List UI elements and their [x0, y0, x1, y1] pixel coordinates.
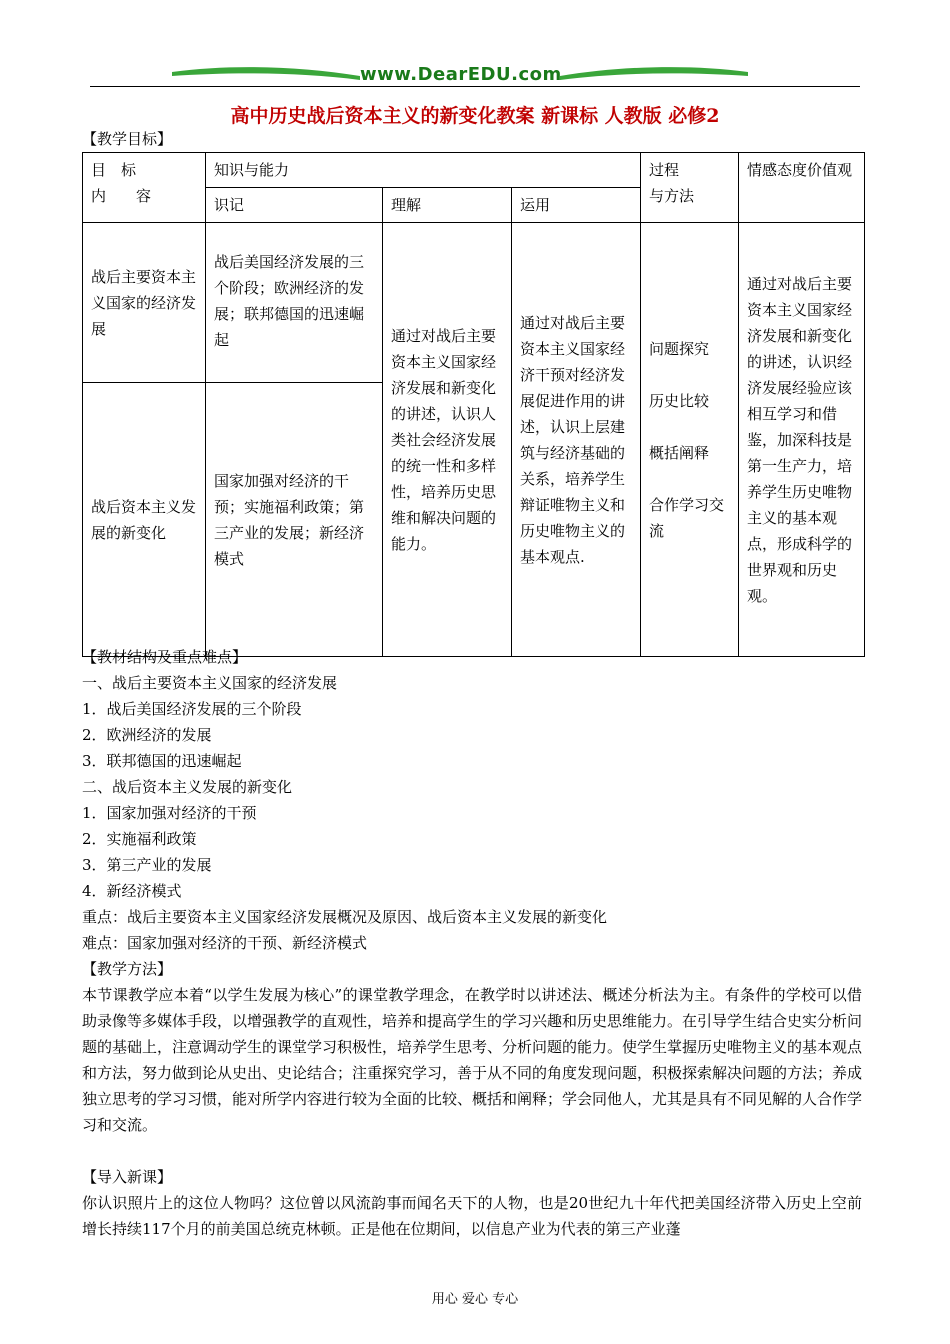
col-understand: 理解 — [383, 188, 512, 223]
page-footer: 用心 爱心 专心 — [431, 1292, 519, 1307]
row1-remember: 战后美国经济发展的三个阶段；欧洲经济的发展；联邦德国的迅速崛起 — [206, 223, 383, 383]
method-item: 概括阐释 — [649, 443, 710, 462]
row2-remember: 国家加强对经济的干预；实施福利政策；第三产业的发展；新经济模式 — [206, 383, 383, 657]
method-item: 历史比较 — [649, 391, 710, 410]
header-logo — [170, 62, 750, 88]
page-title: 高中历史战后资本主义的新变化教案 新课标 人教版 必修2 — [230, 105, 720, 127]
structure-line: 3．第三产业的发展 — [82, 856, 212, 874]
knowledge-header: 知识与能力 — [206, 153, 641, 188]
structure-line: 1．国家加强对经济的干预 — [82, 804, 257, 822]
method-item: 合作学习交流 — [649, 495, 725, 540]
apply-cell: 通过对战后主要资本主义国家经济干预对经济发展促进作用的讲述，认识上层建筑与经济基础的关系，培养学生辩证唯物主义和历史唯物主义的基本观点. — [512, 223, 641, 657]
section-heading-structure: 【教材结构及重点难点】 — [82, 648, 248, 666]
difficult-points: 难点：国家加强对经济的干预、新经济模式 — [82, 934, 368, 952]
structure-line: 1．战后美国经济发展的三个阶段 — [82, 700, 302, 718]
process-header: 过程 与方法 — [641, 153, 739, 223]
structure-line: 二、战后资本主义发展的新变化 — [82, 778, 293, 796]
goals-table — [82, 152, 865, 657]
goal-label: 目 标 — [91, 161, 137, 179]
row2-content: 战后资本主义发展的新变化 — [83, 383, 206, 657]
row1-content: 战后主要资本主义国家的经济发展 — [83, 223, 206, 383]
section-heading-goals: 【教学目标】 — [82, 130, 173, 148]
understand-cell: 通过对战后主要资本主义国家经济发展和新变化的讲述，认识人类社会经济发展的统一性和多样性，培养历史思维和解决问题的能力。 — [383, 223, 512, 657]
methods-paragraph: 本节课教学应本着“以学生发展为核心”的课堂教学理念，在教学时以讲述法、概述分析法为主。有条件的学校可以借助录像等多媒体手段，以增强教学的直观性，培养和提高学生的学习兴趣和历史思维能力。在引导学生结合史实分析问题的基础上，注意调动学生的课堂学习积极性，培养学生思考、分析问题的能力。使学生掌握历史唯物主义的基本观点和方法，努力做到论从史出、史论结合；注重探究学习，善于从不同的角度发现问题，积极探索解决问题的方法；养成独立思考的学习习惯，能对所学内容进行较为全面的比较、概括和阐释；学会同他人，尤其是具有不同见解的人合作学习和交流。 — [82, 986, 863, 1134]
structure-line: 3．联邦德国的迅速崛起 — [82, 752, 242, 770]
col-remember: 识记 — [206, 188, 383, 223]
content-label: 内 容 — [91, 187, 152, 205]
goal-content-header — [83, 153, 206, 223]
key-points: 重点：战后主要资本主义国家经济发展概况及原因、战后资本主义发展的新变化 — [82, 908, 608, 926]
method-item: 问题探究 — [649, 339, 710, 358]
structure-line: 4．新经济模式 — [82, 882, 182, 900]
structure-line: 2．实施福利政策 — [82, 830, 197, 848]
section-heading-intro: 【导入新课】 — [82, 1168, 173, 1186]
logo-text: www.DearEDU.com — [360, 64, 562, 85]
structure-line: 2．欧洲经济的发展 — [82, 726, 212, 744]
section-heading-methods: 【教学方法】 — [82, 960, 173, 978]
attitude-cell: 通过对战后主要资本主义国家经济发展和新变化的讲述，认识经济发展经验应该相互学习和借鉴，加深科技是第一生产力，培养学生历史唯物主义的基本观点，形成科学的世界观和历史观。 — [739, 223, 865, 657]
header-rule — [90, 86, 860, 87]
attitude-header: 情感态度价值观 — [739, 153, 865, 223]
col-apply: 运用 — [512, 188, 641, 223]
structure-line: 一、战后主要资本主义国家的经济发展 — [82, 674, 338, 692]
methods-cell — [641, 223, 739, 657]
intro-paragraph: 你认识照片上的这位人物吗？这位曾以风流韵事而闻名天下的人物，也是20世纪九十年代把美国经济带入历史上空前增长持续117个月的前美国总统克林顿。正是他在位期间，以信息产业为代表的第三产业蓬 — [82, 1194, 862, 1238]
